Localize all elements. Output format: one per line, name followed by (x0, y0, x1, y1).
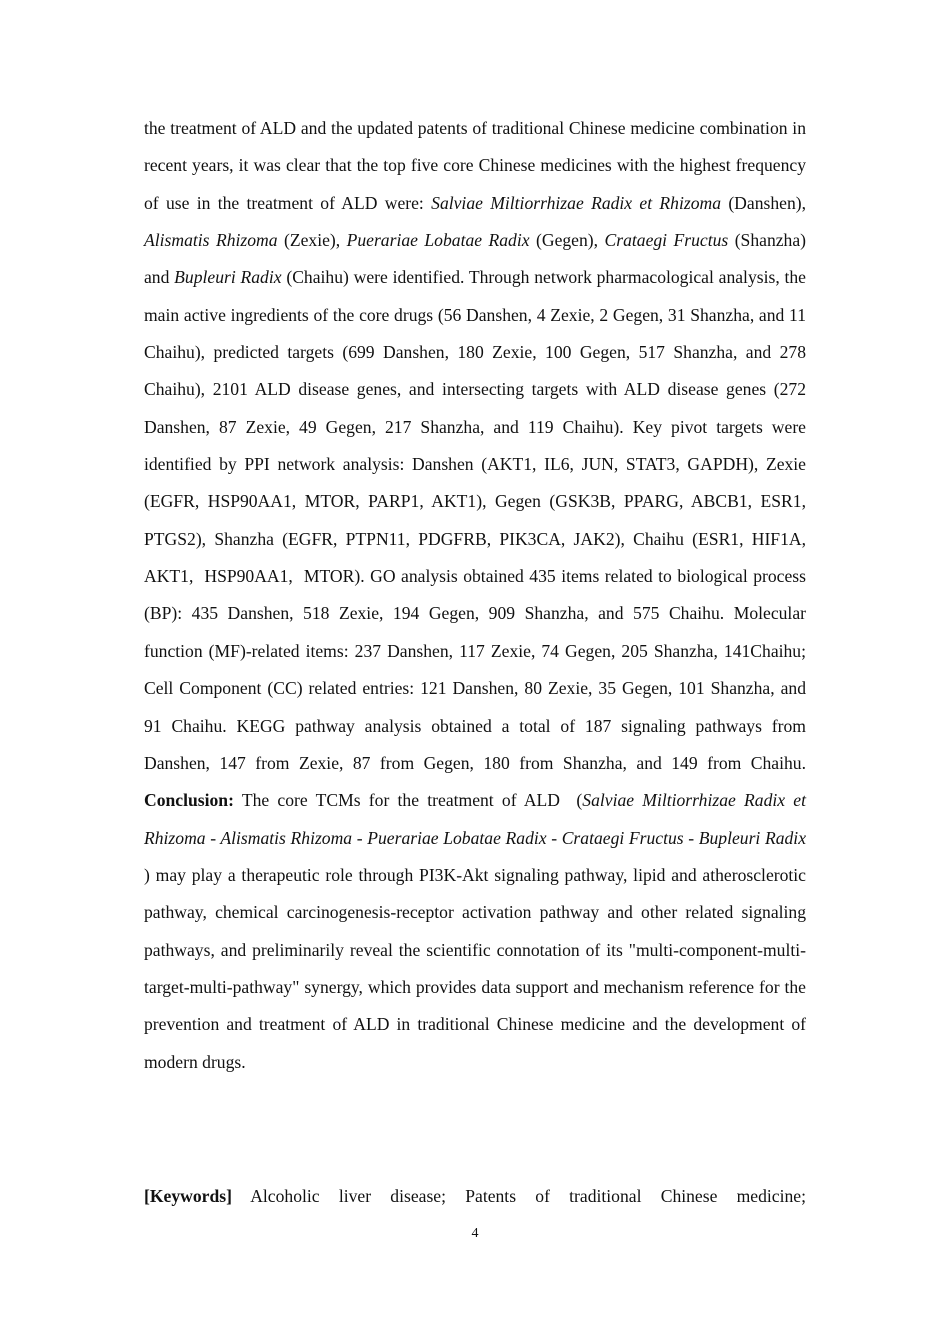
conclusion-label: Conclusion: (144, 790, 234, 811)
core-formula-latin: Salviae Miltiorrhizae Radix et Rhizoma - Alismatis Rhizoma - Puerariae Lobatae Radix - Crataegi Fructus - Bupleuri Radix (144, 790, 807, 848)
page-number: 4 (471, 1226, 479, 1241)
keywords-text: Alcoholic liver disease; Patents of traditional Chinese medicine; (231, 1186, 806, 1206)
keywords-label: [Keywords] (144, 1186, 232, 1206)
keywords-line (144, 1178, 806, 1215)
abstract-text: (Danshen), (721, 192, 807, 213)
abstract-text: the treatment of ALD and the updated patents of traditional Chinese medicine combination in recent years, it was clear that the top five core Chinese medicines with the highest frequency of use in the treatment of ALD were: (144, 118, 806, 213)
abstract-text: (Shanzha) and (144, 230, 807, 288)
herb-latin-name: Alismatis Rhizoma (144, 230, 278, 251)
herb-latin-name: Bupleuri Radix (174, 267, 282, 288)
herb-latin-name: Salviae Miltiorrhizae Radix et Rhizoma (431, 192, 722, 213)
abstract-text: The core TCMs for the treatment of ALD ( (233, 790, 583, 811)
abstract-text: ) may play a therapeutic role through PI3K-Akt signaling pathway, lipid and atherosclerotic pathway, chemical carcinogenesis-receptor activation pathway and other related signaling pathways, and preliminarily reveal the scientific connotation of its "multi-component-multi-target-multi-pathway" synergy, which provides data support and mechanism reference for the prevention and treatment of ALD in traditional Chinese medicine and the development of modern drugs. (144, 864, 806, 1072)
herb-latin-name: Crataegi Fructus (604, 230, 729, 251)
abstract-text: (Gegen), (529, 230, 605, 251)
abstract-text: (Chaihu) were identified. Through network pharmacological analysis, the main active ingredients of the core drugs (56 Danshen, 4 Zexie, 2 Gegen, 31 Shanzha, and 11 Chaihu), predicted targets (699 Danshen, 180 Zexie, 100 Gegen, 517 Shanzha, and 278 Chaihu), 2101 ALD disease genes, and intersecting targets with ALD disease genes (272 Danshen, 87 Zexie, 49 Gegen, 217 Shanzha, and 119 Chaihu). Key pivot targets were identified by PPI network analysis: Danshen (AKT1, IL6, JUN, STAT3, GAPDH), Zexie (EGFR, HSP90AA1, MTOR, PARP1, AKT1), Gegen (GSK3B, PPARG, ABCB1, ESR1, PTGS2), Shanzha (EGFR, PTPN11, PDGFRB, PIK3CA, JAK2), Chaihu (ESR1, HIF1A, AKT1, HSP90AA1, MTOR). GO analysis obtained 435 items related to biological process (BP): 435 Danshen, 518 Zexie, 194 Gegen, 909 Shanzha, and 575 Chaihu. Molecular function (MF)-related items: 237 Danshen, 117 Zexie, 74 Gegen, 205 Shanzha, 141Chaihu; Cell Component (CC) related entries: 121 Danshen, 80 Zexie, 35 Gegen, 101 Shanzha, and 91 Chaihu. KEGG pathway analysis obtained a total of 187 signaling pathways from Danshen, 147 from Zexie, 87 from Gegen, 180 from Shanzha, and 149 from Chaihu. (144, 267, 806, 773)
herb-latin-name: Puerariae Lobatae Radix (346, 230, 530, 251)
abstract-paragraph (144, 110, 806, 1081)
abstract-text: (Zexie), (277, 230, 347, 251)
